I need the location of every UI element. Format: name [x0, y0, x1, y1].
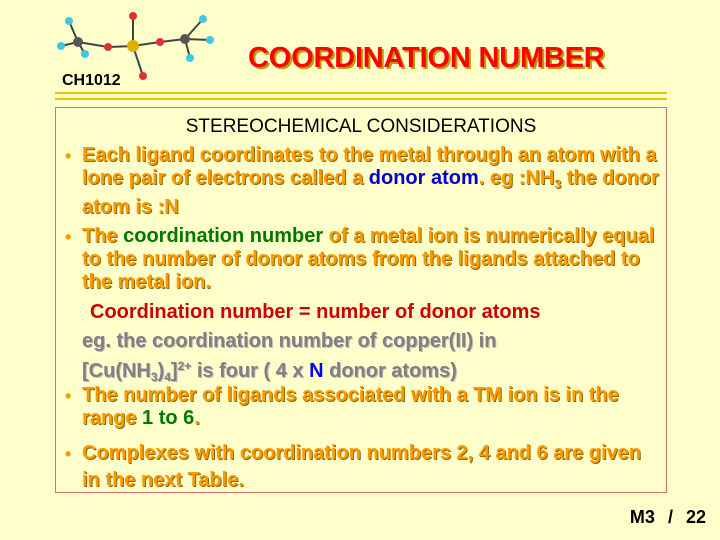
bullet-text	[82, 144, 661, 219]
subscript: 4	[164, 370, 171, 384]
bullet-text	[82, 384, 661, 430]
header-rule-bottom	[55, 98, 667, 100]
bullet-ligand-range	[65, 384, 661, 430]
page-number: 22	[685, 507, 706, 527]
bullet-donor-atom	[65, 144, 661, 219]
footer-separator: /	[667, 507, 673, 527]
subscript: 3	[554, 177, 562, 191]
example-block	[82, 329, 652, 390]
range-term: 1 to 6	[142, 407, 195, 429]
text-segment: . eg :NH	[478, 167, 555, 189]
course-code: CH1012	[62, 72, 121, 89]
text-segment: The number of ligands associated with a TM ion is in the range	[82, 384, 619, 429]
bullet-marker: •	[65, 444, 72, 464]
module-label: M3	[629, 507, 655, 527]
bullet-coordination-number	[65, 225, 661, 294]
bullet-marker: •	[65, 146, 72, 166]
definition-line: Coordination number = number of donor atoms	[90, 301, 541, 323]
bullet-marker: •	[65, 227, 72, 247]
text-segment: [Cu(NH	[82, 360, 151, 382]
bullet-text: Complexes with coordination numbers 2, 4 and 6 are given in the next Table.	[82, 442, 642, 491]
text-segment: ]	[170, 360, 178, 382]
subscript: 3	[150, 370, 158, 384]
text-segment: is four ( 4 x	[191, 360, 310, 382]
text-segment: the donor atom is :N	[82, 167, 659, 218]
section-subtitle: STEREOCHEMICAL CONSIDERATIONS	[185, 116, 537, 137]
donor-atom-term: donor atom	[368, 167, 479, 189]
coordination-number-term: coordination number	[123, 225, 324, 247]
nitrogen-symbol: N	[309, 360, 324, 382]
bullet-next-table	[65, 440, 661, 494]
bullet-text	[82, 225, 661, 294]
superscript: 2+	[177, 359, 192, 373]
content-box	[55, 107, 667, 493]
text-segment: )	[157, 360, 165, 382]
bullet-marker: •	[65, 386, 72, 406]
slide-footer	[630, 507, 706, 528]
text-segment: Each ligand coordinates to the metal through an atom with a lone pair of electrons called a	[82, 144, 657, 189]
text-segment: of a metal ion is numerically equal to the number of donor atoms from the ligands attached to the metal ion.	[82, 225, 655, 293]
molecule-logo-icon	[55, 6, 220, 82]
example-line-1: eg. the coordination number of copper(II) in	[82, 330, 497, 352]
header-rule-top	[55, 92, 667, 94]
text-segment: .	[194, 407, 200, 429]
slide-title: COORDINATION NUMBER	[248, 42, 605, 74]
text-segment: The	[82, 225, 124, 247]
text-segment: donor atoms)	[323, 360, 457, 382]
